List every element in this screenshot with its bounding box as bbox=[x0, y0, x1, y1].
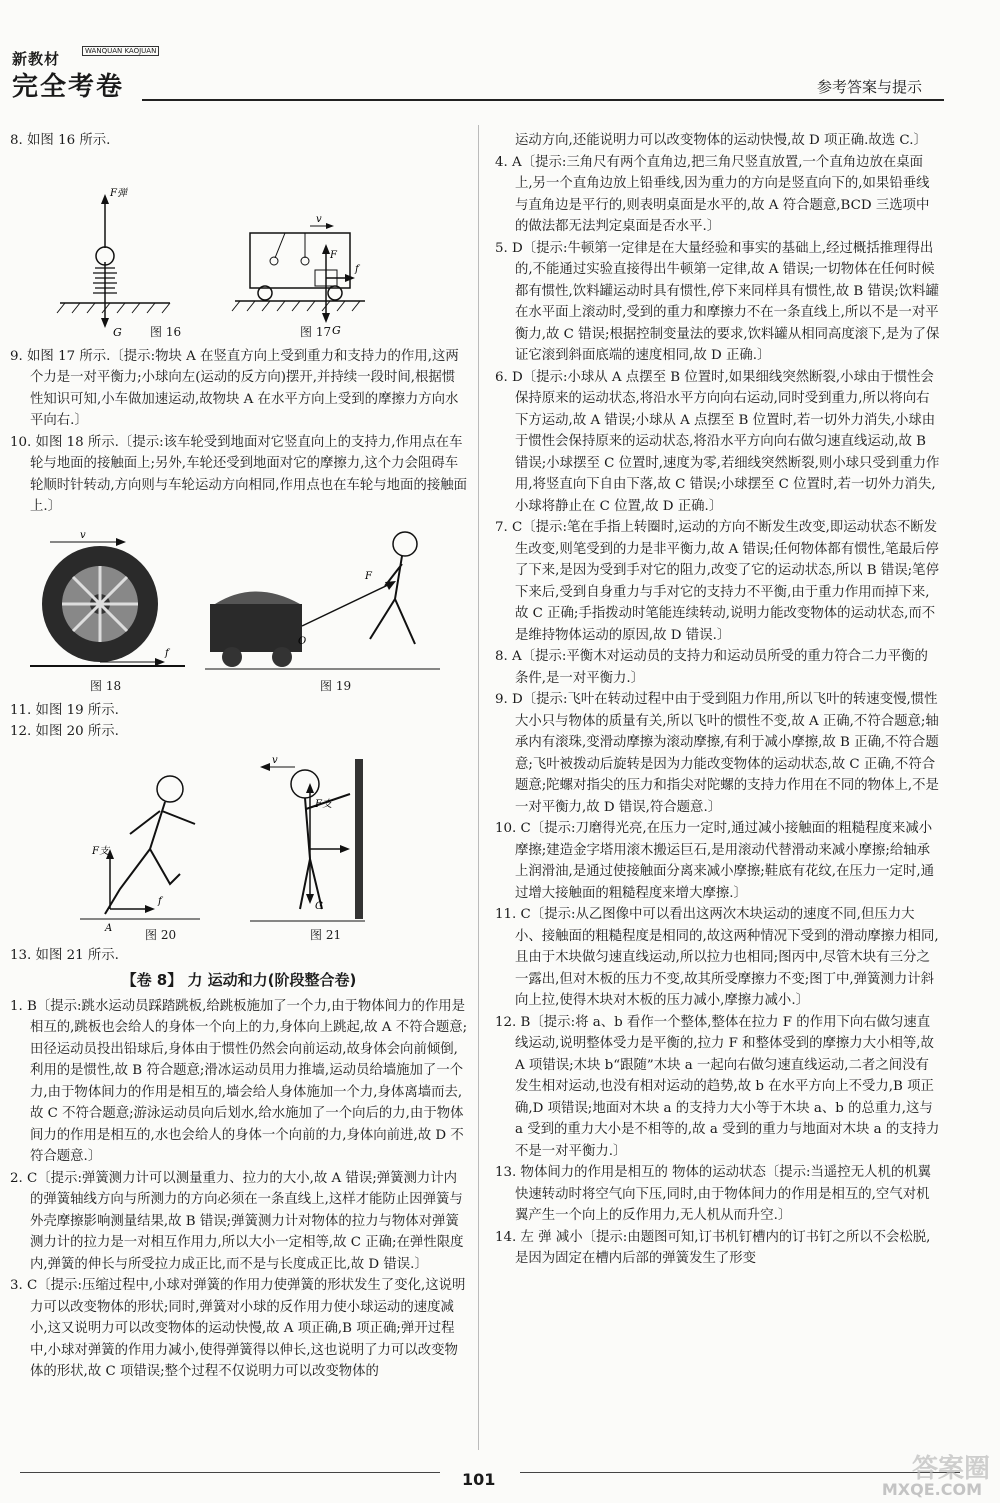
section-answer-4: 4. A〔提示:三角尺有两个直角边,把三角尺竖直放置,一个直角边放在桌面上,另一个直角边放上铅垂线,因为重力的方向是竖直向下的,如果铅垂线与直角边是平行的,则表明桌面是水平的,故 A 符合题意,BCD 三选项中的做法都无法判定桌面是否水平.〕 bbox=[495, 154, 930, 234]
fig20-caption: 图 20 bbox=[145, 927, 177, 942]
section-answer-7: 7. C〔提示:笔在手指上转圈时,运动的方向不断发生改变,即运动状态不断发生改变,则笔受到的力是非平衡力,故 A 错误;任何物体都有惯性,笔最后停了下来,是因为受到手对它的阻力,改变了它的运动状态,所以 B 错误;笔停下来后,受到自身重力与手对它的支持力不平衡,由于重力作用而掉下来,故 C 正确;手指拨动时笔能连续转动,说明力能改变物体的运动状态,而不是维持物体运动的原因,故 D 错误.〕 bbox=[495, 520, 939, 643]
footer-rule-left bbox=[20, 1472, 440, 1473]
figure-18-19 bbox=[10, 524, 468, 694]
section-answer-9: 9. D〔提示:飞叶在转动过程中由于受到阻力作用,所以飞叶的转速变慢,惯性大小只与物体的质量有关,所以飞叶的惯性不变,故 A 正确,不符合题意;轴承内有滚珠,变滑动摩擦为滚动摩擦,有利于减小摩擦,故 B 正确,不符合题意;飞叶被拨动后旋转是因为力能改变物体的运动状态,故 C 正确,不符合题意;陀螺对指尖的压力和指尖对陀螺的支持力作用在不同的物体上,不是一对平衡力,故 D 错误,符合题意.〕 bbox=[495, 692, 939, 815]
section-answer-5: 5. D〔提示:牛顿第一定律是在大量经验和事实的基础上,经过概括推理得出的,不能通过实验直接得出牛顿第一定律,故 A 错误;一切物体在任何时候都有惯性,饮料罐运动时具有惯性,停下来同样具有惯性,故 B 错误;饮料罐在水平面上滚动时,受到的重力和摩擦力不在一条直线上,所以不是一对平衡力,故 C 错误;根据控制变量法的要求,饮料罐从相同高度滚下,是为了保证它滚到斜面底端的速度相同,故 D 正确.〕 bbox=[495, 240, 940, 363]
fig17-label-f: f bbox=[355, 263, 359, 275]
fig17-caption: 图 17 bbox=[300, 324, 332, 339]
page-header bbox=[12, 44, 982, 104]
fig17-label-F: F bbox=[330, 249, 337, 261]
section-answer-14: 14. 左 弹 减小〔提示:由题图可知,订书机钉槽内的订书钉之所以不会松脱,是因为固定在槽内后部的弹簧发生了形变 bbox=[495, 1229, 931, 1266]
header-title: 参考答案与提示 bbox=[816, 78, 922, 96]
right-column bbox=[495, 130, 940, 1270]
fig16-label-bottom: G bbox=[113, 325, 122, 339]
section-title: 【卷 8】 力 运动和力(阶段整合卷) bbox=[121, 971, 357, 989]
fig20-label-F: F支 bbox=[92, 845, 109, 857]
fig18-caption: 图 18 bbox=[90, 678, 122, 693]
fig21-label-G: G bbox=[315, 900, 323, 912]
section-answer-6: 6. D〔提示:小球从 A 点摆至 B 位置时,如果细线突然断裂,小球由于惯性会保持原来的运动状态,将沿水平方向向右运动,同时受到重力,所以将向右下方运动,故 A 错误;小球从 A 点摆至 B 位置时,若一切外力消失,小球由于惯性会保持原来的运动状态,将沿水平方向向右做匀速直线运动,故 B 错误;小球摆至 C 位置时,速度为零,若细线突然断裂,则小球只受到重力作用,将竖直向下自由下落,故 C 错误;小球摆至 C 位置时,若一切外力消失,小球将静止在 C 位置,故 D 正确.〕 bbox=[495, 369, 940, 514]
section-answer-1: 1. B〔提示:跳水运动员踩踏跳板,给跳板施加了一个力,由于物体间力的作用是相互的,跳板也会给人的身体一个向上的力,身体向上跳起,故 A 不符合题意;田径运动员投出铅球后,身体由于惯性仍然会向前运动,故身体会向前倾倒,利用的是惯性,故 B 符合题意;滑冰运动员用力推墙,运动员给墙施加了一个力,由于物体间力的作用是相互的,墙会给人身体施加一个力,身体离墙而去,故 C 不符合题意;游泳运动员向后划水,给水施加了一个向后的力,由于物体间力的作用是相互的,水也会给人的身体一个向前的力,身体向前进,故 D 不符合题意.〕 bbox=[10, 998, 468, 1164]
fig16-drawing bbox=[57, 194, 170, 328]
fig21-caption: 图 21 bbox=[310, 927, 342, 942]
fig18-wheel bbox=[30, 538, 185, 666]
section-answer-11: 11. C〔提示:从乙图像中可以看出这两次木块运动的速度不同,但压力大小、接触面的粗糙程度是相同的,故这两种情况下受到的滑动摩擦力相同,且由于木块做匀速直线运动,所以拉力也相同;图丙中,尽管木块有三分之一露出,但对木板的压力不变,故其所受摩擦力不变;图丁中,弹簧测力计斜向上拉,使得木块对木板的压力减小,摩擦力减小.〕 bbox=[495, 907, 939, 1008]
figure-row-18-19 bbox=[10, 524, 468, 694]
answer-13: 13. 如图 21 所示. bbox=[10, 947, 119, 963]
section-answer-8: 8. A〔提示:平衡木对运动员的支持力和运动员所受的重力符合二力平衡的条件,是一对平衡力.〕 bbox=[495, 649, 928, 686]
fig21-skater bbox=[250, 759, 365, 921]
section-answer-13: 13. 物体间力的作用是相互的 物体的运动状态〔提示:当遥控无人机的机翼快速转动时将空气向下压,同时,由于物体间力的作用是相互的,空气对机翼产生一个向上的反作用力,无人机从而升空.〕 bbox=[495, 1165, 932, 1223]
fig18-label-v: v bbox=[80, 529, 86, 541]
header-rule bbox=[142, 99, 944, 101]
column-divider bbox=[478, 125, 479, 1450]
footer-rule-right bbox=[520, 1472, 960, 1473]
fig16-caption: 图 16 bbox=[150, 324, 182, 339]
figure-20-21 bbox=[10, 749, 468, 939]
fig21-label-v: v bbox=[272, 754, 278, 766]
fig21-label-F: F支 bbox=[315, 798, 332, 810]
brand-pinyin: WANQUAN KAOJUAN bbox=[82, 46, 159, 56]
brand-main: 完全考卷 bbox=[12, 72, 125, 102]
fig17-label-v: v bbox=[316, 213, 322, 225]
figure-16-17 bbox=[10, 158, 468, 340]
fig16-label-top: F弹 bbox=[110, 187, 127, 199]
fig19-label-O: O bbox=[298, 635, 307, 647]
fig18-label-f: f bbox=[165, 647, 169, 659]
section-answer-12: 12. B〔提示:将 a、b 看作一个整体,整体在拉力 F 的作用下向右做匀速直线运动,说明整体受力是平衡的,拉力 F 和整体受到的摩擦力大小相等,故 A 项错误;木块 b“跟随”木块 a 一起向右做匀速直线运动,二者之间没有发生相对运动,也没有相对运动的趋势,故 b 在水平方向上不受力,B 项正确,D 项错误;地面对木块 a 的支持力大小等于木块 a、b 的总重力,这与 a 受到的重力大小是不相等的,故 a 受到的重力与地面对木块 a 的支持力不是一对平衡力.〕 bbox=[495, 1014, 940, 1159]
page-number: 101 bbox=[462, 1470, 496, 1489]
fig19-label-F: F bbox=[365, 570, 372, 582]
watermark-logo: 答案圈 bbox=[911, 1454, 990, 1484]
fig17-label-G: G bbox=[332, 323, 341, 337]
answer-10: 10. 如图 18 所示.〔提示:该车轮受到地面对它竖直向上的支持力,作用点在车轮与地面的接触面上;另外,车轮还受到地面对它的摩擦力,这个力会阻碍车轮顺时针转动,方向则与车轮运动方向相同,作用点也在车轮与地面的接触面上.〕 bbox=[10, 434, 468, 514]
answer-3-continued: 运动方向,还能说明力可以改变物体的运动快慢,故 D 项正确.故选 C.〕 bbox=[515, 133, 927, 148]
answer-12: 12. 如图 20 所示. bbox=[10, 724, 119, 739]
answer-11: 11. 如图 19 所示. bbox=[10, 702, 119, 718]
fig19-caption: 图 19 bbox=[320, 678, 352, 693]
left-column bbox=[10, 130, 468, 1383]
figure-row-16-17 bbox=[10, 158, 468, 340]
section-answer-2: 2. C〔提示:弹簧测力计可以测量重力、拉力的大小,故 A 错误;弹簧测力计内的弹簧轴线方向与所测力的方向必须在一条直线上,这样才能防止因弹簧与外壳摩擦影响测量结果,故 B 错误;弹簧测力计对物体的拉力与物体对弹簧测力计的拉力是一对相互作用力,所以大小一定相等,故 C 正确;在弹性限度内,弹簧的伸长与所受拉力成正比,而不是与长度成正比,故 D 错误.〕 bbox=[10, 1170, 464, 1272]
section-answer-3: 3. C〔提示:压缩过程中,小球对弹簧的作用力使弹簧的形状发生了变化,这说明力可以改变物体的形状;同时,弹簧对小球的反作用力使小球运动的速度减小,这又说明力可以改变物体的运动快慢,故 A 项正确,B 项正确;弹开过程中,小球对弹簧的作用力减小,使得弹簧得以伸长,这也说明了力可以改变物体的形状,故 C 项错误;整个过程不仅说明力可以改变物体的 bbox=[10, 1278, 466, 1379]
section-answer-10: 10. C〔提示:刀磨得光亮,在压力一定时,通过减小接触面的粗糙程度来减小摩擦;建造金字塔用滚木搬运巨石,是用滚动代替滑动来减小摩擦;给轴承上润滑油,是通过使接触面分离来减小摩擦;鞋底有花纹,在压力一定时,通过增大接触面的粗糙程度来增大摩擦.〕 bbox=[495, 821, 934, 901]
fig19-cart-boy bbox=[205, 532, 440, 669]
watermark-url: MXQE.COM bbox=[881, 1480, 982, 1499]
figure-row-20-21 bbox=[10, 749, 468, 942]
answer-8: 8. 如图 16 所示. bbox=[10, 133, 111, 148]
brand-small: 新教材 bbox=[12, 50, 61, 68]
fig20-label-f: f bbox=[158, 895, 162, 907]
answer-9: 9. 如图 17 所示.〔提示:物块 A 在竖直方向上受到重力和支持力的作用,这两个力是一对平衡力;小球向左(运动的反方向)摆开,并持续一段时间,根据惯性知识可知,小车做加速运动,故物块 A 在水平方向上受到的摩擦力方向水平向右.〕 bbox=[10, 348, 459, 428]
fig17-drawing bbox=[232, 223, 365, 323]
fig20-label-A: A bbox=[105, 922, 113, 934]
